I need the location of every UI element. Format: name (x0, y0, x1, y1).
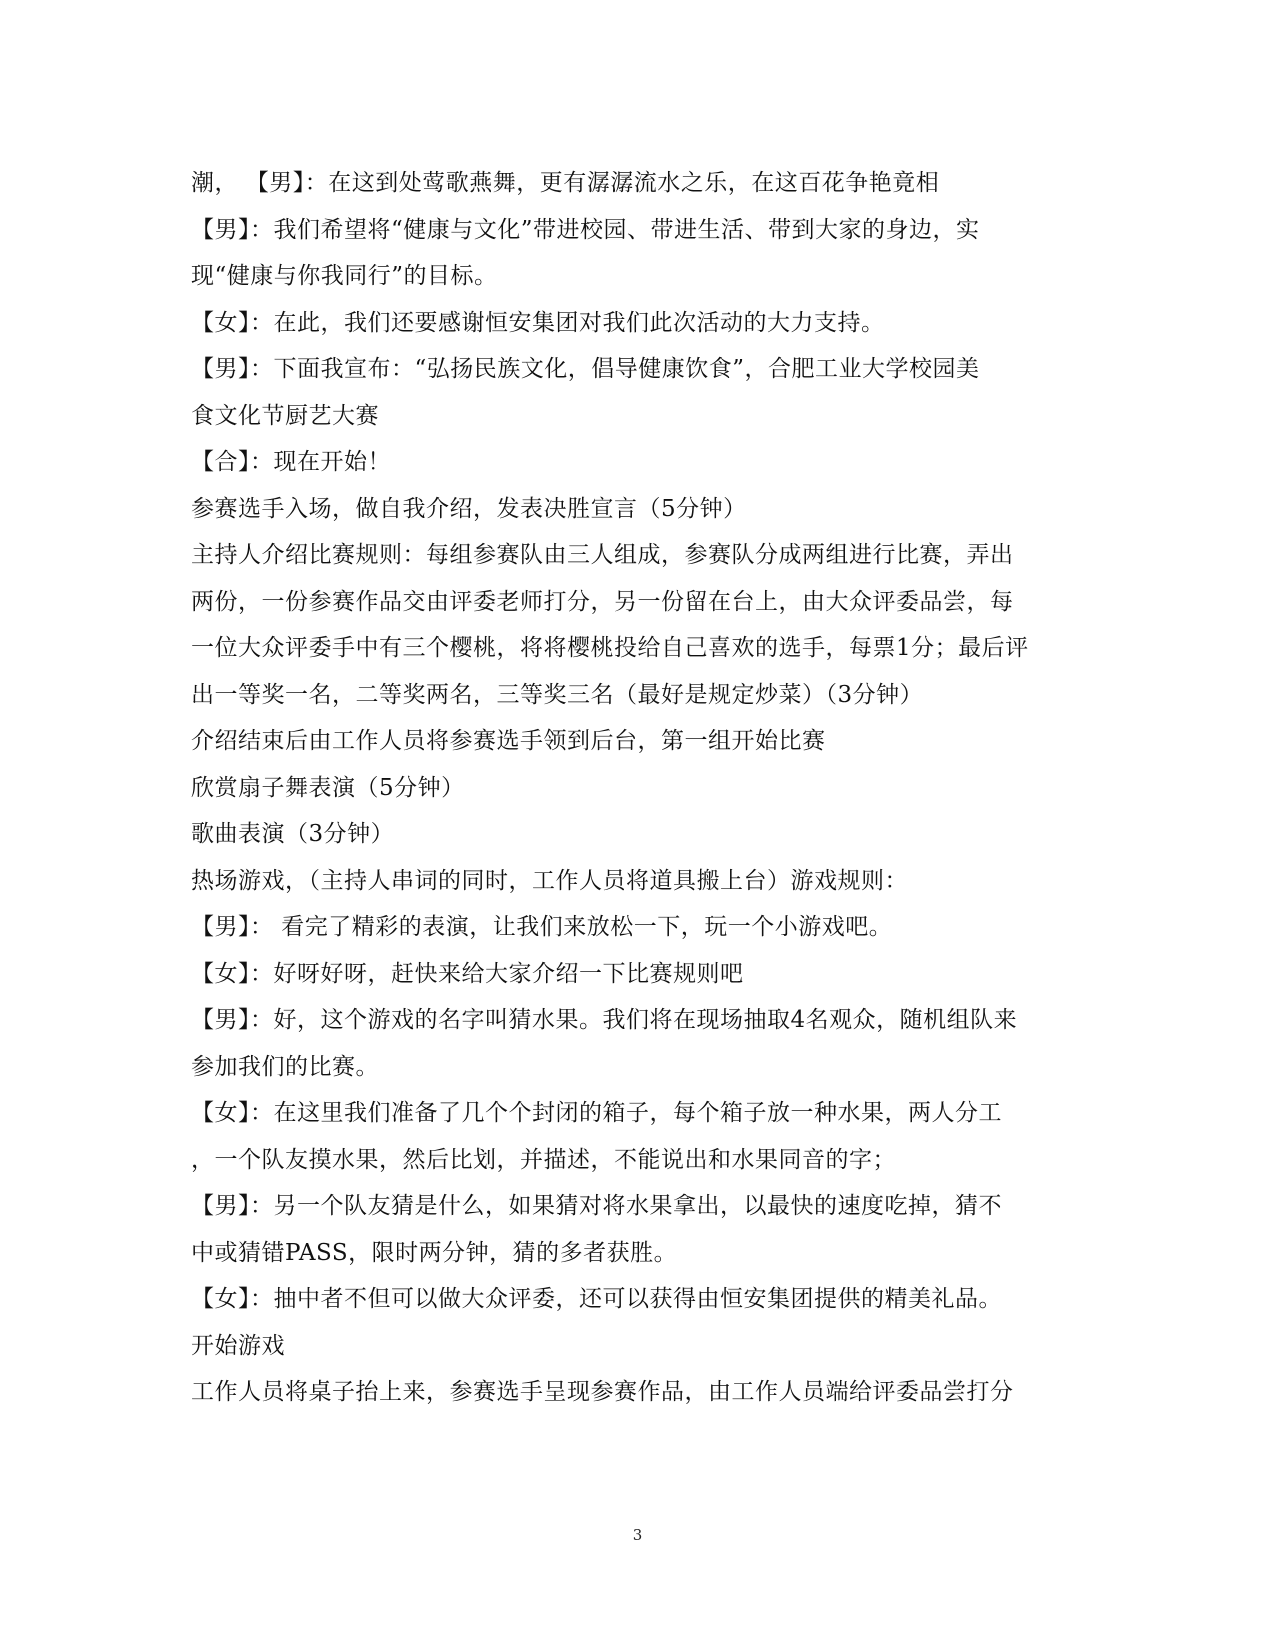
text-line: 开始游戏 (191, 1332, 285, 1359)
text-line: 介绍结束后由工作人员将参赛选手领到后台，第一组开始比赛 (191, 728, 826, 754)
text-line: 【男】： 看完了精彩的表演，让我们来放松一下，玩一个小游戏吧。 (191, 914, 893, 940)
text-line: 参加我们的比赛。 (191, 1053, 379, 1080)
text-line: 出一等奖一名，二等奖两名，三等奖三名（最好是规定炒菜）（3分钟） (191, 681, 924, 708)
text-line: 【合】：现在开始！ (191, 449, 391, 475)
page-number: 3 (632, 1526, 643, 1544)
text-line: 一位大众评委手中有三个樱桃，将将樱桃投给自己喜欢的选手，每票1分；最后评 (191, 635, 1029, 661)
text-line: 食文化节厨艺大赛 (191, 402, 379, 429)
text-line: 现“健康与你我同行”的目标。 (191, 263, 498, 289)
text-line: 参赛选手入场，做自我介绍，发表决胜宣言（5分钟） (191, 495, 747, 522)
text-line: 中或猜错PASS，限时两分钟，猜的多者获胜。 (191, 1239, 678, 1266)
text-line: 【女】：抽中者不但可以做大众评委，还可以获得由恒安集团提供的精美礼品。 (191, 1286, 1002, 1312)
text-line: 工作人员将桌子抬上来，参赛选手呈现参赛作品，由工作人员端给评委品尝打分 (191, 1379, 1014, 1405)
text-line: 【男】：我们希望将“健康与文化”带进校园、带进生活、带到大家的身边，实 (191, 216, 980, 243)
document-body (191, 160, 1071, 1416)
text-line: 【男】：好，这个游戏的名字叫猜水果。我们将在现场抽取4名观众，随机组队来 (191, 1007, 1018, 1033)
text-line: 潮， 【男】：在这到处莺歌燕舞，更有潺潺流水之乐，在这百花争艳竟相 (191, 170, 940, 196)
text-line: 【女】：好呀好呀，赶快来给大家介绍一下比赛规则吧 (191, 960, 744, 987)
text-line: 【女】：在此，我们还要感谢恒安集团对我们此次活动的大力支持。 (191, 309, 885, 336)
text-line: 主持人介绍比赛规则：每组参赛队由三人组成，参赛队分成两组进行比赛，弄出 (191, 542, 1014, 568)
text-line: 【男】：另一个队友猜是什么，如果猜对将水果拿出，以最快的速度吃掉，猜不 (191, 1193, 1002, 1219)
text-line: 【女】：在这里我们准备了几个个封闭的箱子，每个箱子放一种水果，两人分工 (191, 1100, 1002, 1126)
text-line: 欣赏扇子舞表演（5分钟） (191, 774, 465, 801)
text-line: 两份，一份参赛作品交由评委老师打分，另一份留在台上，由大众评委品尝，每 (191, 588, 1014, 615)
text-line: 歌曲表演（3分钟） (191, 821, 395, 847)
text-line: 热场游戏，（主持人串词的同时，工作人员将道具搬上台）游戏规则： (191, 867, 908, 894)
text-line: ，一个队友摸水果，然后比划，并描述，不能说出和水果同音的字； (191, 1146, 896, 1173)
text-line: 【男】：下面我宣布：“弘扬民族文化，倡导健康饮食”，合肥工业大学校园美 (191, 356, 980, 382)
